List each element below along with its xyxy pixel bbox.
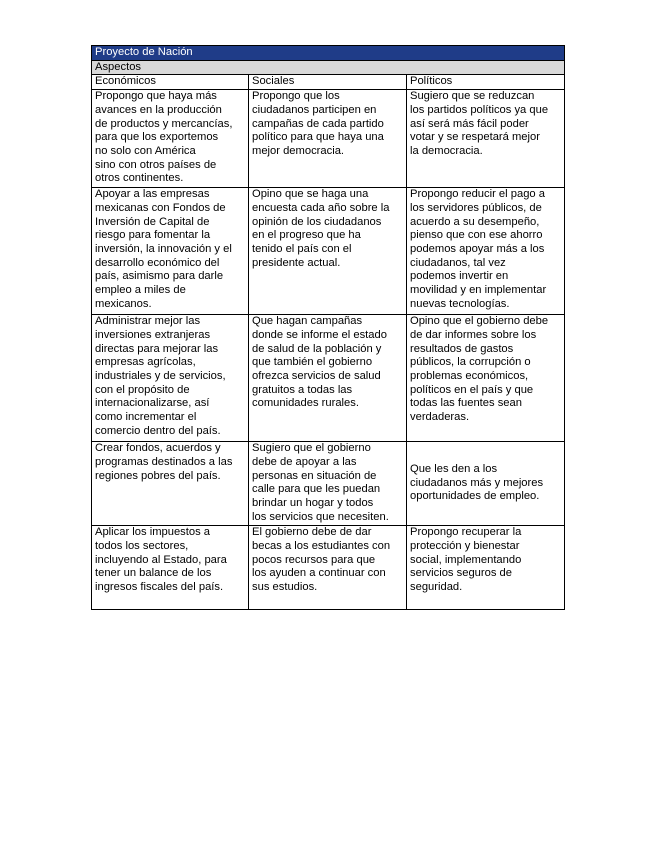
cell-economic: Aplicar los impuestos a todos los sectores, incluyendo al Estado, para tener un balance de los ingresos fiscales del país. bbox=[92, 526, 249, 610]
cell-economic: Apoyar a las empresas mexicanas con Fondos de Inversión de Capital de riesgo para fomentar la inversión, la innovación y el desarrollo económico del país, asimismo para darle empleo a miles de mexicanos. bbox=[92, 188, 249, 315]
table-row bbox=[92, 526, 565, 610]
proposal-table bbox=[91, 45, 565, 610]
column-header-economicos: Económicos bbox=[92, 75, 249, 90]
cell-political: Opino que el gobierno debe de dar informes sobre los resultados de gastos públicos, la corrupción o problemas económicos, políticos en el país y que todas las fuentes sean verdaderas. bbox=[407, 315, 565, 442]
cell-economic: Administrar mejor las inversiones extranjeras directas para mejorar las empresas agrícolas, industriales y de servicios, con el propósito de internacionalizarse, así como incrementar el comercio dentro del país. bbox=[92, 315, 249, 442]
cell-economic: Propongo que haya más avances en la producción de productos y mercancías, para que los exportemos no solo con América sino con otros países de otros continentes. bbox=[92, 90, 249, 188]
aspects-row bbox=[92, 60, 565, 75]
column-header-sociales: Sociales bbox=[249, 75, 407, 90]
column-header-row bbox=[92, 75, 565, 90]
title-row bbox=[92, 46, 565, 61]
cell-political: Sugiero que se reduzcan los partidos políticos ya que así será más fácil poder votar y se respetará mejor la democracia. bbox=[407, 90, 565, 188]
column-header-politicos: Políticos bbox=[407, 75, 565, 90]
cell-social: El gobierno debe de dar becas a los estudiantes con pocos recursos para que los ayuden a continuar con sus estudios. bbox=[249, 526, 407, 610]
document-page bbox=[91, 45, 564, 610]
table-row bbox=[92, 90, 565, 188]
table-subtitle: Aspectos bbox=[92, 60, 565, 75]
table-row bbox=[92, 315, 565, 442]
table-row bbox=[92, 188, 565, 315]
cell-political: Que les den a los ciudadanos más y mejores oportunidades de empleo. bbox=[407, 442, 565, 526]
table-row bbox=[92, 442, 565, 526]
table-title: Proyecto de Nación bbox=[92, 46, 565, 61]
cell-political: Propongo recuperar la protección y bienestar social, implementando servicios seguros de seguridad. bbox=[407, 526, 565, 610]
cell-social: Opino que se haga una encuesta cada año sobre la opinión de los ciudadanos en el progreso que ha tenido el país con el presidente actual. bbox=[249, 188, 407, 315]
cell-economic: Crear fondos, acuerdos y programas destinados a las regiones pobres del país. bbox=[92, 442, 249, 526]
cell-political: Propongo reducir el pago a los servidores públicos, de acuerdo a su desempeño, pienso que con ese ahorro podemos apoyar más a los ciudadanos, tal vez podemos invertir en movilidad y en implementar nuevas tecnologías. bbox=[407, 188, 565, 315]
cell-social: Propongo que los ciudadanos participen en campañas de cada partido político para que haya una mejor democracia. bbox=[249, 90, 407, 188]
cell-social: Sugiero que el gobierno debe de apoyar a las personas en situación de calle para que les puedan brindar un hogar y todos los servicios que necesiten. bbox=[249, 442, 407, 526]
cell-social: Que hagan campañas donde se informe el estado de salud de la población y que también el gobierno ofrezca servicios de salud gratuitos a todas las comunidades rurales. bbox=[249, 315, 407, 442]
